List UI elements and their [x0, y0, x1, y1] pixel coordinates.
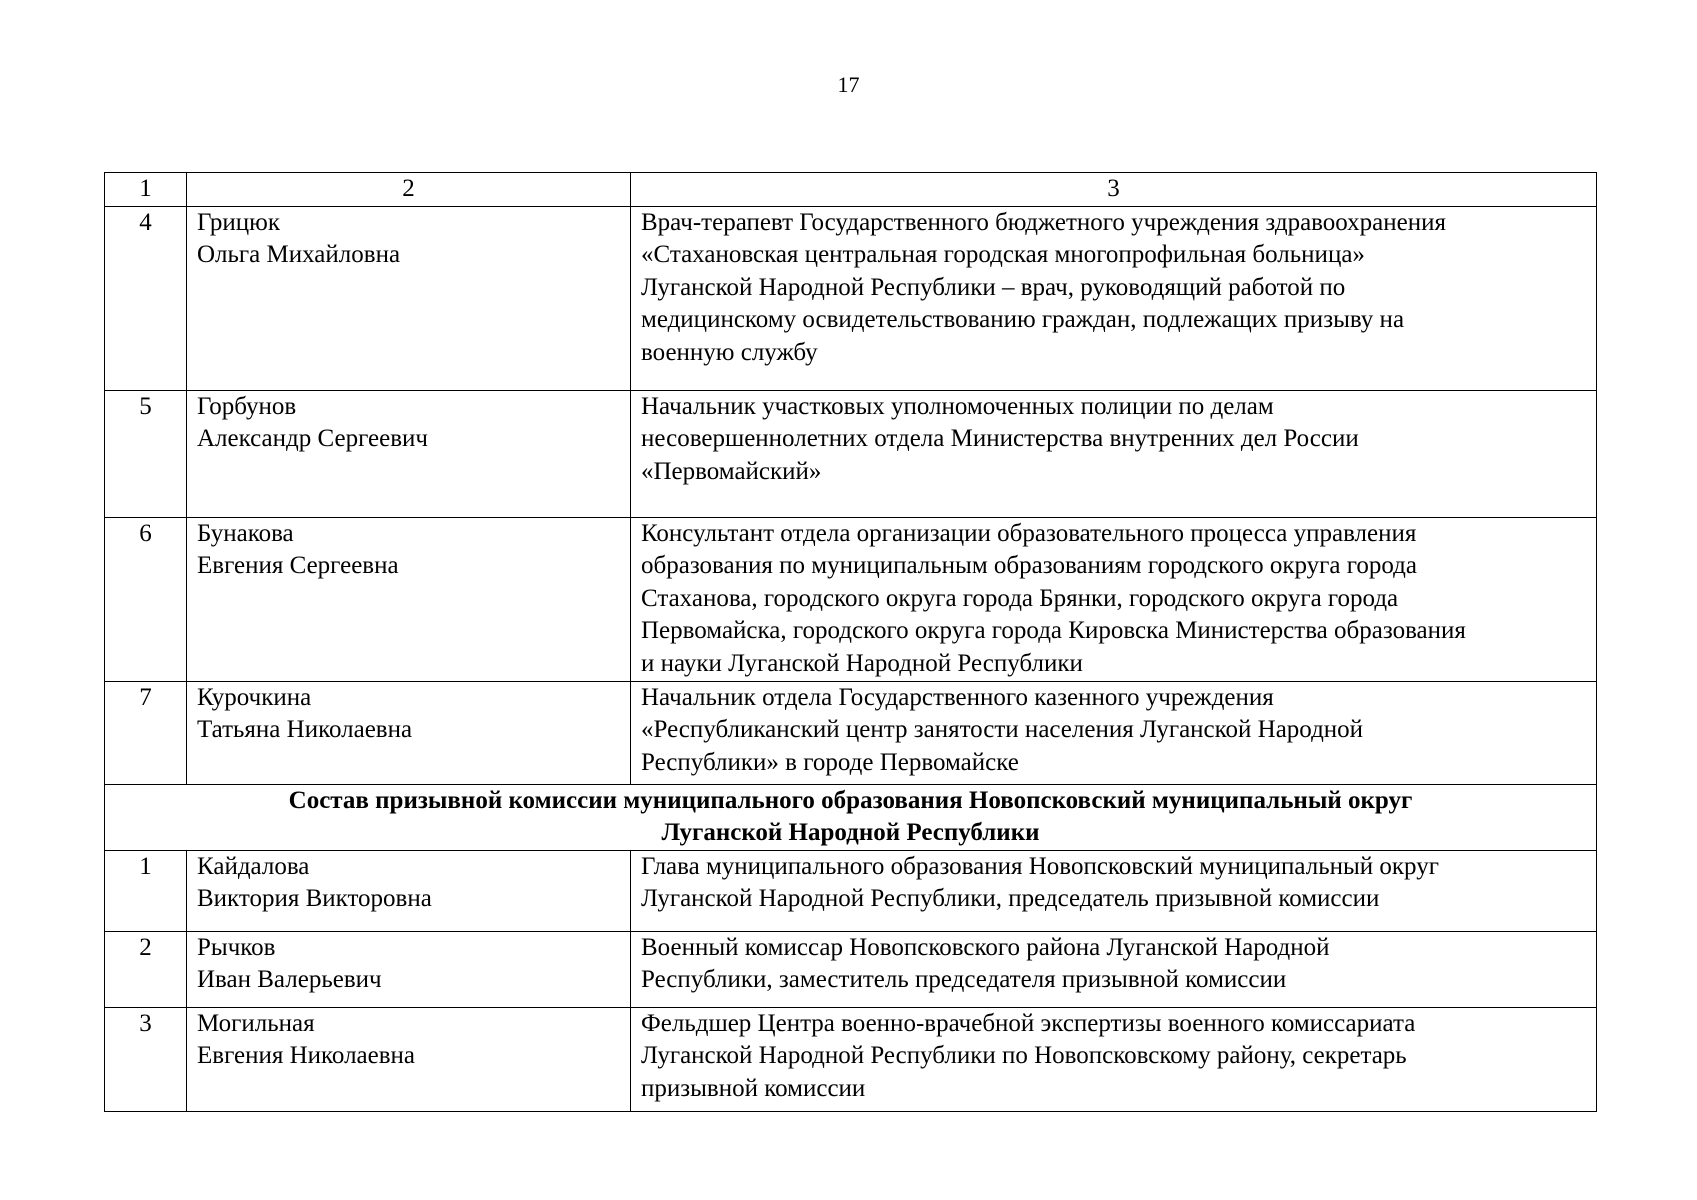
member-position-text: Фельдшер Центра военно-врачебной экспертизы военного комиссариата Луганской Народной Республики по Новопсковскому району, секретарь призывной комиссии — [641, 1009, 1416, 1102]
section-header-row — [105, 784, 1597, 850]
row-number: 2 — [105, 931, 187, 1007]
table-row — [105, 206, 1597, 390]
member-given-names: Иван Валерьевич — [197, 966, 382, 993]
member-surname: Курочкина — [197, 683, 312, 711]
member-position — [631, 206, 1597, 390]
column-header-number: 1 — [105, 173, 187, 207]
row-number: 7 — [105, 681, 187, 784]
member-position-text: Врач-терапевт Государственного бюджетного учреждения здравоохранения «Стахановская центральная городская многопрофильная больница» Луганской Народной Республики – врач, руководящий работой по медицинскому освидетельствованию граждан, подлежащих призыву на военную службу — [641, 208, 1447, 366]
section-title — [105, 784, 1597, 850]
member-position — [631, 390, 1597, 517]
member-surname: Бунакова — [197, 519, 294, 547]
member-given-names: Евгения Сергеевна — [197, 552, 399, 579]
column-header-name: 2 — [187, 173, 631, 207]
member-surname: Рычков — [197, 933, 276, 961]
member-position — [631, 517, 1597, 681]
column-header-position: 3 — [631, 173, 1597, 207]
member-position-text: Начальник участковых уполномоченных полиции по делам несовершеннолетних отдела Министерства внутренних дел России «Первомайский» — [641, 392, 1359, 485]
row-number: 1 — [105, 850, 187, 931]
table-row — [105, 850, 1597, 931]
member-surname: Горбунов — [197, 392, 297, 420]
member-position-text: Глава муниципального образования Новопсковский муниципальный округ Луганской Народной Республики, председатель призывной комиссии — [641, 852, 1439, 912]
member-position — [631, 931, 1597, 1007]
table-row — [105, 390, 1597, 517]
member-name — [187, 206, 631, 390]
table-row — [105, 681, 1597, 784]
table-row — [105, 517, 1597, 681]
member-name — [187, 850, 631, 931]
member-position-text: Консультант отдела организации образовательного процесса управления образования по муниципальным образованиям городского округа города Стаханова, городского округа города Брянки, городского округа города Первомайска, городского округа города Кировска Министерства образования и науки Луганской Народной Республики — [641, 519, 1466, 677]
commission-members-table — [104, 172, 1597, 1112]
member-name — [187, 1007, 631, 1111]
member-name — [187, 681, 631, 784]
member-surname: Могильная — [197, 1009, 315, 1037]
table-row — [105, 931, 1597, 1007]
member-given-names: Александр Сергеевич — [197, 425, 428, 452]
member-surname: Кайдалова — [197, 852, 310, 880]
member-name — [187, 931, 631, 1007]
member-name — [187, 390, 631, 517]
table-row — [105, 1007, 1597, 1111]
member-surname: Грицюк — [197, 208, 280, 236]
member-given-names: Ольга Михайловна — [197, 241, 401, 268]
row-number: 6 — [105, 517, 187, 681]
member-position — [631, 850, 1597, 931]
member-given-names: Татьяна Николаевна — [197, 716, 413, 743]
member-name — [187, 517, 631, 681]
member-position-text: Военный комиссар Новопсковского района Луганской Народной Республики, заместитель председателя призывной комиссии — [641, 933, 1330, 993]
row-number: 5 — [105, 390, 187, 517]
table-header-row — [105, 173, 1597, 207]
row-number: 3 — [105, 1007, 187, 1111]
member-position — [631, 1007, 1597, 1111]
member-position — [631, 681, 1597, 784]
member-given-names: Виктория Викторовна — [197, 885, 432, 912]
page-number: 17 — [837, 72, 860, 97]
member-position-text: Начальник отдела Государственного казенного учреждения «Республиканский центр занятости населения Луганской Народной Республики» в городе Первомайске — [641, 683, 1364, 776]
section-title-text: Состав призывной комиссии муниципального образования Новопсковский муниципальный округ Луганской Народной Республики — [288, 786, 1413, 846]
row-number: 4 — [105, 206, 187, 390]
member-given-names: Евгения Николаевна — [197, 1042, 416, 1069]
